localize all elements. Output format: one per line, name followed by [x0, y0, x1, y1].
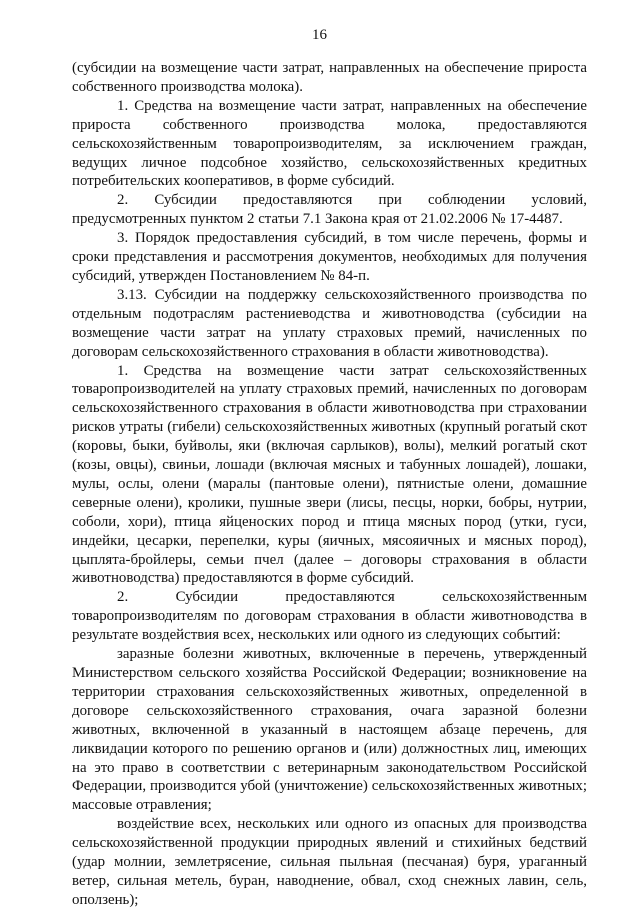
- paragraph-milk-item-1: 1. Средства на возмещение части затрат, направленных на обеспечение прироста собственного производства молока, предоставляются сельскохозяйственным товаропроизводителям, за исключением граждан, ведущих личное подсобное хозяйство, сельскохозяйственных кредитных потребительских кооперативов, в форме субсидий.: [72, 97, 587, 190]
- document-body: [72, 59, 587, 910]
- paragraph-milk-item-3: 3. Порядок предоставления субсидий, в том числе перечень, формы и сроки представления и рассмотрения документов, необходимых для получения субсидий, утвержден Постановлением № 84-п.: [72, 230, 587, 284]
- paragraph-insurance-item-2: 2. Субсидии предоставляются сельскохозяйственным товаропроизводителям по договорам страхования в области животноводства в результате воздействия всех, нескольких или одного из следующих событий:: [72, 589, 587, 644]
- paragraph-insurance-item-1: 1. Средства на возмещение части затрат сельскохозяйственных товаропроизводителей на уплату страховых премий, начисленных по договорам сельскохозяйственного страхования в области животноводства при страховании рисков утраты (гибели) сельскохозяйственных животных (крупный рогатый скот (коровы, быки, буйволы, яки (включая сарлыков), волы), мелкий рогатый скот (козы, овцы), свиньи, лошади (включая мясных и табунных лошадей), лошаки, мулы, ослы, олени (маралы (пантовые олени), пятнистые олени, домашние северные олени), кролики, пушные звери (лисы, песцы, норки, бобры, нутрии, соболи, хори), птица яйценоских пород и птица мясных пород (утки, гуси, индейки, цесарки, перепелки, куры (яичных, мясояичных и мясных пород), цыплята-бройлеры, семьи пчел (далее – договоры страхования в области животноводства) предоставляются в форме субсидий.: [72, 362, 587, 587]
- paragraph-section-3-13: 3.13. Субсидии на поддержку сельскохозяйственного производства по отдельным подотраслям растениеводства и животноводства (субсидии на возмещение части затрат на уплату страховых премий, начисленных по договорам сельскохозяйственного страхования в области животноводства).: [72, 286, 587, 360]
- page-number: 16: [312, 27, 327, 43]
- paragraph-milk-item-2: 2. Субсидии предоставляются при соблюдении условий, предусмотренных пунктом 2 статьи 7.1 Закона края от 21.02.2006 № 17-4487.: [72, 192, 587, 228]
- paragraph-event-diseases: заразные болезни животных, включенные в перечень, утвержденный Министерством сельского хозяйства Российской Федерации; возникновение на территории страхования сельскохозяйственных животных, определенной в договоре сельскохозяйственного страхования, очага заразной болезни животных, включенной в указанный в настоящем абзаце перечень, для ликвидации которого по решению органов и (или) должностных лиц, имеющих на это право в соответствии с ветеринарным законодательством Российской Федерации, производится убой (уничтожение) сельскохозяйственных животных; массовые отравления;: [72, 646, 587, 814]
- paragraph-event-natural-disasters: воздействие всех, нескольких или одного из опасных для производства сельскохозяйственной продукции природных явлений и стихийных бедствий (удар молнии, землетрясение, сильная пыльная (песчаная) буря, ураганный ветер, сильная метель, буран, наводнение, обвал, сход снежных лавин, сель, оползень);: [72, 816, 587, 908]
- paragraph-subsidy-milk-title: (субсидии на возмещение части затрат, направленных на обеспечение прироста собственного производства молока).: [72, 60, 587, 95]
